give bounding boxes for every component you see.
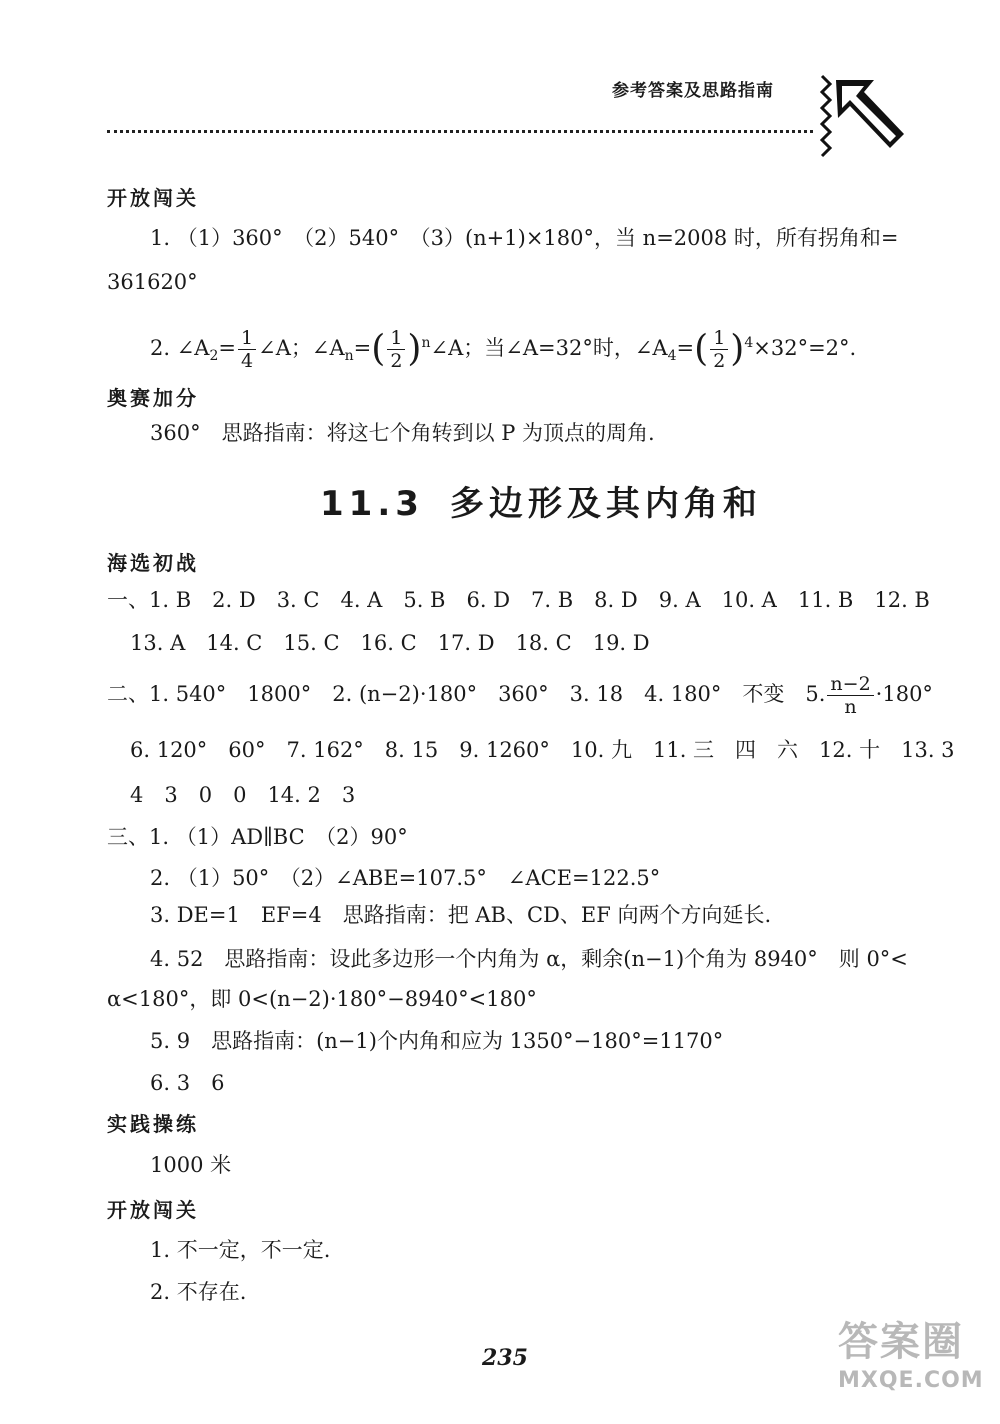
fraction	[387, 327, 405, 372]
answer-line: 三、1. （1）AD∥BC （2）90°	[107, 825, 408, 849]
text: ·180°	[875, 682, 933, 706]
fraction	[710, 327, 728, 372]
text: ∠A；∠A	[258, 336, 345, 360]
answer-line: 360° 思路指南：将这七个角转到以 P 为顶点的周角.	[150, 421, 655, 445]
paren: )	[407, 328, 422, 370]
text: ×32°=2°.	[753, 336, 857, 360]
fraction	[238, 327, 256, 372]
subscript: 4	[667, 348, 677, 365]
watermark-logo: 答案圈	[838, 1319, 964, 1365]
subscript: 2	[209, 348, 219, 365]
text: 二、1. 540° 1800° 2. (n−2)·180° 360° 3. 18 4. 180° 不变 5.	[107, 682, 826, 706]
answer-line: 1000 米	[150, 1153, 232, 1177]
watermark	[838, 1318, 990, 1414]
answer-line: α<180°，即 0<(n−2)·180°−8940°<180°	[107, 987, 537, 1011]
paren: (	[371, 328, 386, 370]
answer-line: 1. （1）360° （2）540° （3）(n+1)×180°，当 n=2008 时，所有拐角和=	[150, 226, 899, 250]
subscript: n	[344, 348, 354, 365]
chapter-number: 11.3	[320, 484, 424, 524]
answer-line: 4. 52 思路指南：设此多边形一个内角为 α，剩余(n−1)个角为 8940° 则 0°<	[150, 947, 908, 971]
numerator: n−2	[830, 673, 871, 695]
numerator: 1	[241, 327, 254, 349]
answer-line: 13. A 14. C 15. C 16. C 17. D 18. C 19. D	[130, 631, 650, 655]
header-divider	[107, 130, 813, 133]
answer-line: 6. 3 6	[150, 1071, 225, 1095]
chapter-title: 多边形及其内角和	[449, 484, 762, 524]
denominator: 2	[387, 349, 405, 372]
denominator: n	[827, 695, 873, 718]
text: =	[218, 336, 237, 360]
numerator: 1	[390, 327, 403, 349]
paren: (	[694, 328, 709, 370]
text: =	[676, 336, 695, 360]
denominator: 4	[238, 349, 256, 372]
answer-line: 5. 9 思路指南：(n−1)个内角和应为 1350°−180°=1170°	[150, 1029, 724, 1053]
answer-line: 6. 120° 60° 7. 162° 8. 15 9. 1260° 10. 九 11. 三 四 六 12. 十 13. 3	[130, 738, 955, 762]
section-title-practice: 实践操练	[107, 1112, 199, 1136]
superscript: n	[421, 335, 431, 351]
paren: )	[730, 328, 745, 370]
answer-line: 2. 不存在.	[150, 1280, 247, 1304]
answer-line-fractions	[150, 318, 856, 381]
answer-line: 一、1. B 2. D 3. C 4. A 5. B 6. D 7. B 8. D 9. A 10. A 11. B 12. B	[107, 588, 930, 612]
watermark-url: MXQE.COM	[838, 1368, 984, 1393]
answer-line: 361620°	[107, 270, 198, 294]
section-title-olympiad: 奥赛加分	[107, 386, 199, 410]
denominator: 2	[710, 349, 728, 372]
answer-line: 4 3 0 0 14. 2 3	[130, 783, 356, 807]
text: ∠A；当∠A=32°时，∠A	[430, 336, 668, 360]
answer-line: 1. 不一定，不一定.	[150, 1238, 331, 1262]
text: 2. ∠A	[150, 336, 210, 360]
answer-line: 3. DE=1 EF=4 思路指南：把 AB、CD、EF 向两个方向延长.	[150, 903, 772, 927]
fraction	[827, 673, 873, 718]
page-number: 235	[482, 1345, 528, 1371]
text: =	[353, 336, 372, 360]
superscript: 4	[744, 335, 754, 351]
chapter-heading	[320, 476, 762, 525]
numerator: 1	[713, 327, 726, 349]
section-title-open-2: 开放闯关	[107, 1198, 199, 1222]
section-title-open: 开放闯关	[107, 186, 199, 210]
header-title: 参考答案及思路指南	[612, 81, 774, 101]
answer-line-fraction	[107, 672, 933, 718]
answer-line: 2. （1）50° （2）∠ABE=107.5° ∠ACE=122.5°	[150, 866, 661, 890]
header-arrow-icon	[808, 70, 910, 162]
section-title-preliminary: 海选初战	[107, 551, 199, 575]
